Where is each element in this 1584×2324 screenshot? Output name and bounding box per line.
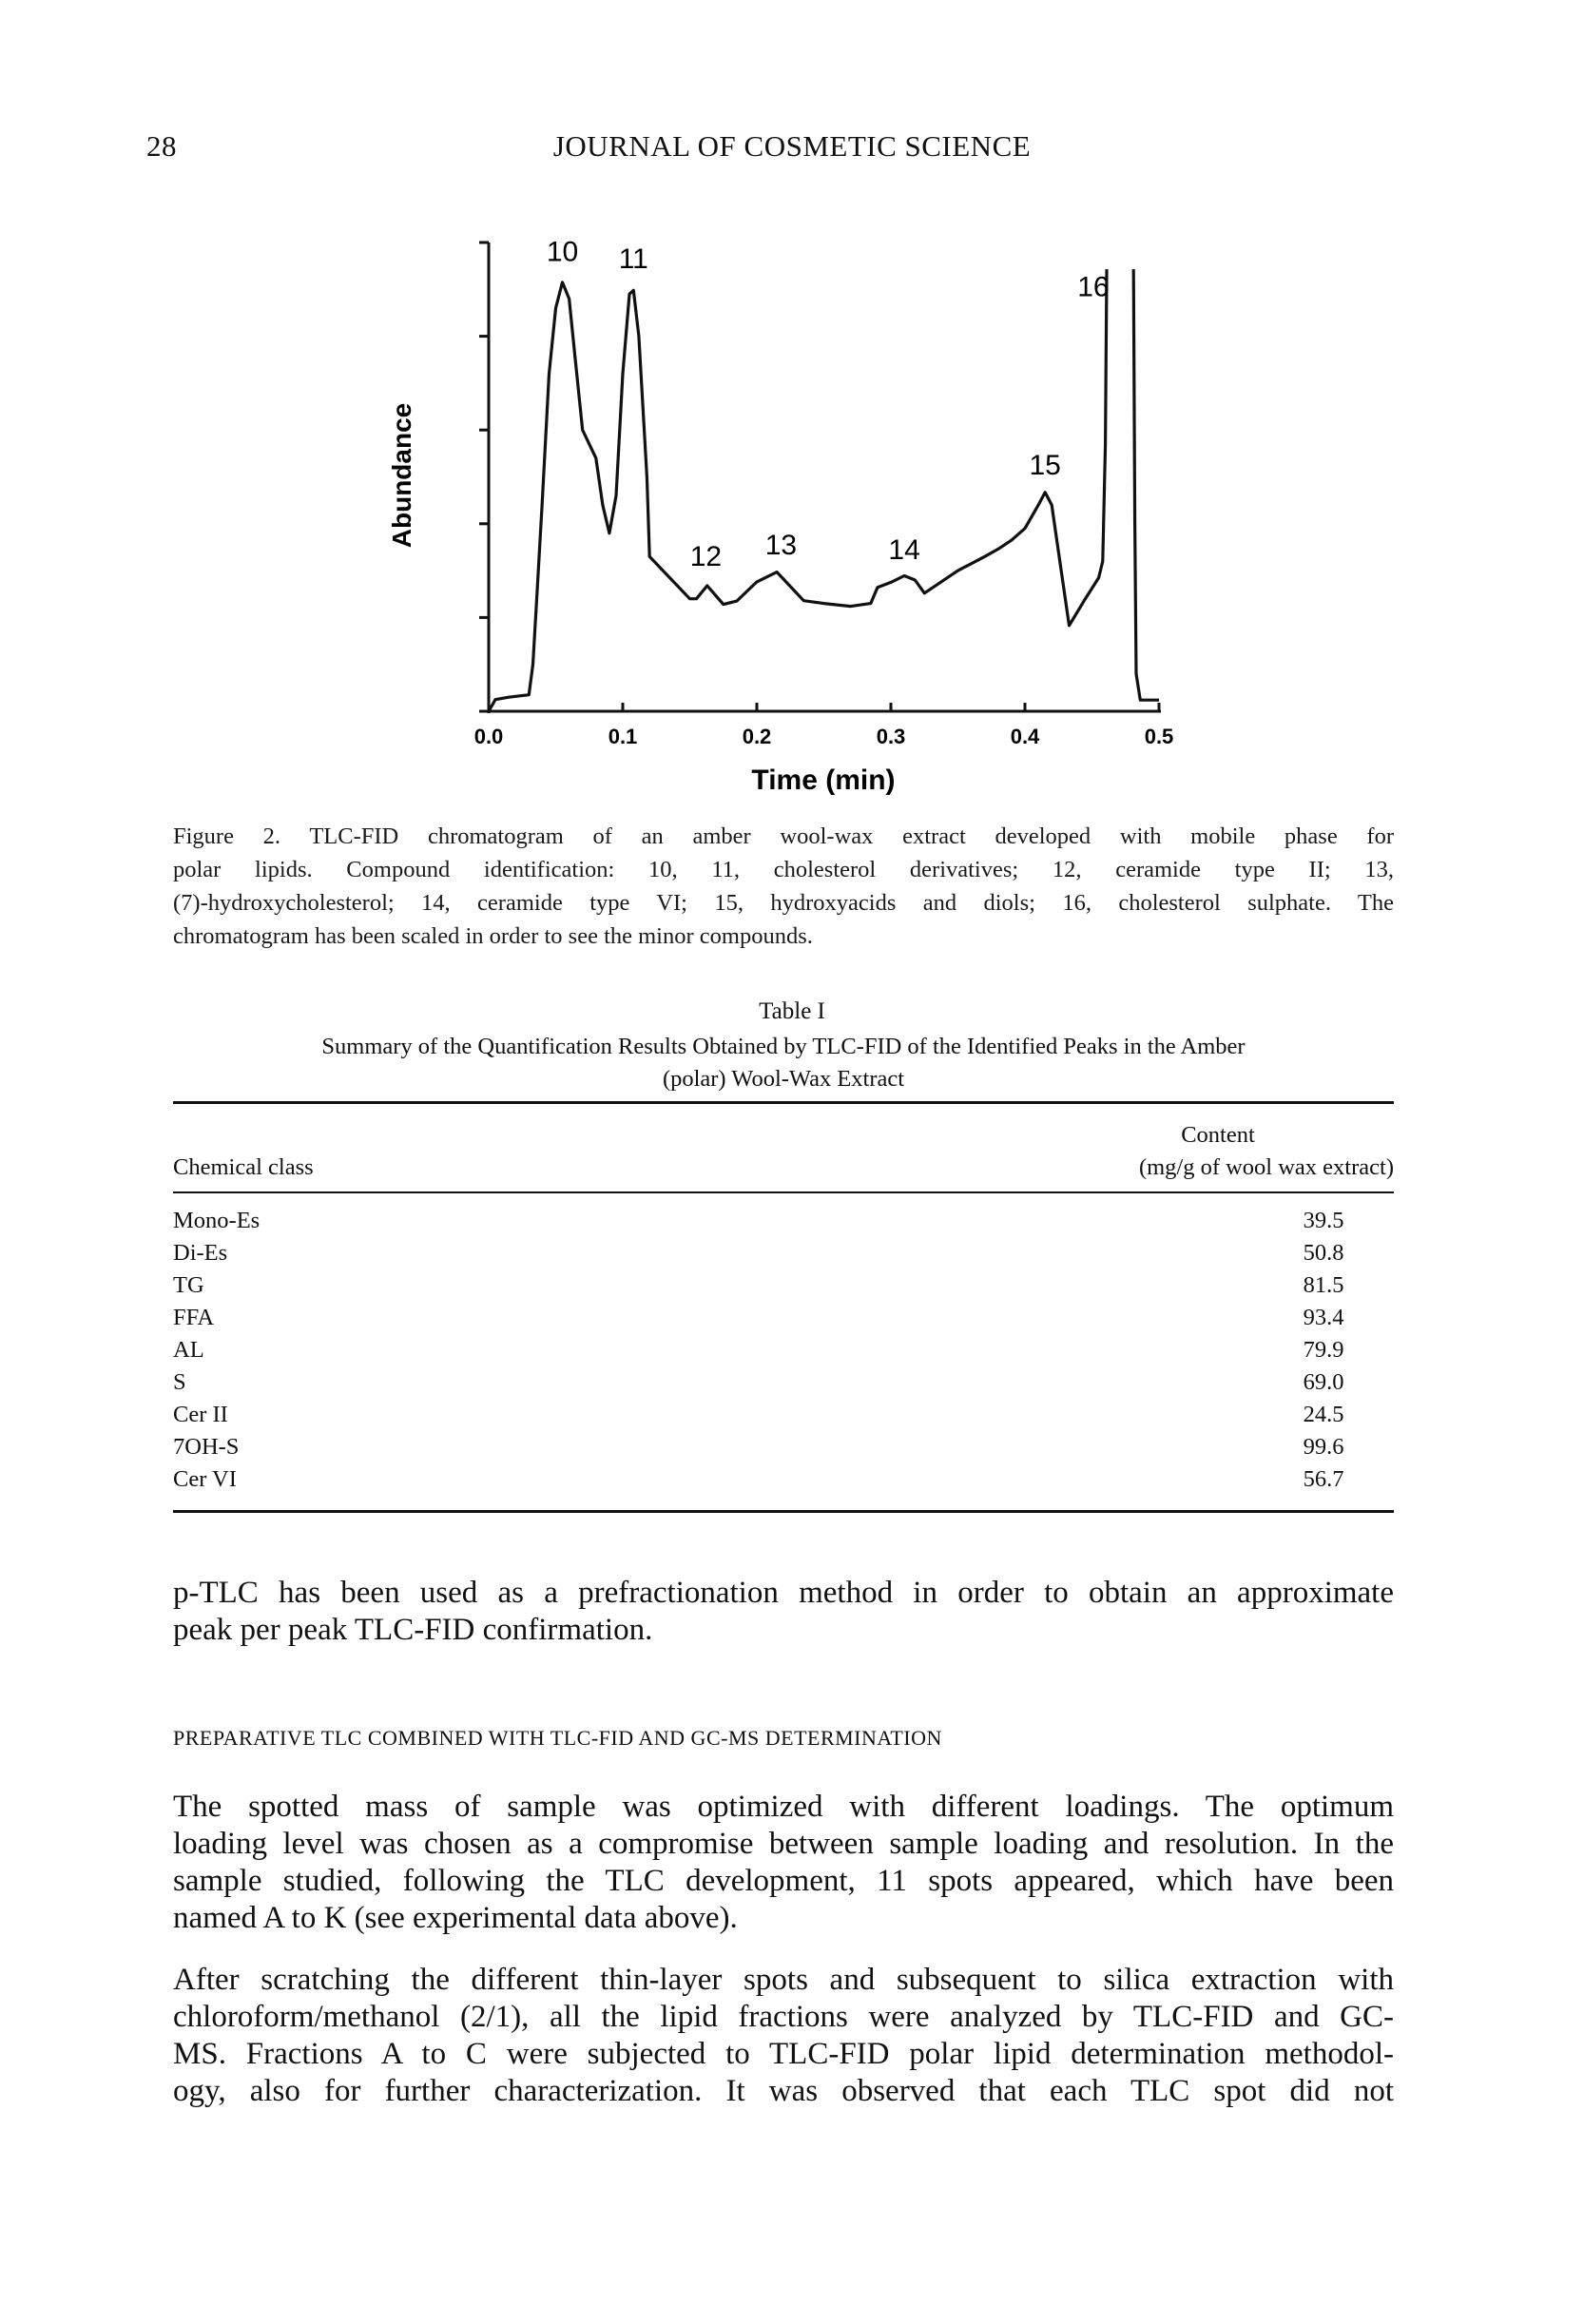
peak-label: 13: [764, 529, 798, 561]
text-line: loading level was chosen as a compromise between sample loading and resolution. In the: [173, 1827, 1394, 1861]
text-line: The spotted mass of sample was optimized with different loadings. The optimum: [173, 1790, 1394, 1824]
table-row: [173, 1369, 1394, 1402]
content-cell: 99.6: [1303, 1434, 1344, 1460]
text-line: p-TLC has been used as a prefractionation method in order to obtain an approximate: [173, 1576, 1394, 1610]
table-bottom-rule: [173, 1510, 1394, 1513]
text-line: peak per peak TLC-FID confirmation.: [173, 1613, 653, 1647]
chemical-class-cell: TG: [173, 1272, 204, 1298]
paragraph-2: [173, 1789, 1394, 1937]
caption-line: chromatogram has been scaled in order to see the minor compounds.: [173, 923, 813, 949]
table-title: Table I: [759, 998, 825, 1024]
x-tick-label: 0.5: [1144, 725, 1174, 748]
table-subtitle-line: (polar) Wool-Wax Extract: [662, 1066, 905, 1092]
peak-label: 11: [618, 243, 648, 276]
text-line: named A to K (see experimental data above).: [173, 1901, 738, 1935]
text-line: chloroform/methanol (2/1), all the lipid fractions were analyzed by TLC-FID and GC-: [173, 2000, 1394, 2034]
peak-label: 14: [888, 533, 920, 566]
chromatogram-chart: [0, 0, 1584, 818]
x-tick-label: 0.1: [608, 725, 638, 748]
table-row: [173, 1434, 1394, 1466]
chromatogram-trace: [489, 269, 1110, 711]
table-subtitle: [173, 1031, 1394, 1095]
table-subtitle-line: Summary of the Quantification Results Obtained by TLC-FID of the Identified Peaks in the Amber: [321, 1034, 1246, 1059]
table-row: [173, 1337, 1394, 1369]
section-heading: PREPARATIVE TLC COMBINED WITH TLC-FID AND GC-MS DETERMINATION: [173, 1726, 942, 1750]
table-row: [173, 1272, 1394, 1305]
figure-caption: [173, 820, 1394, 953]
peak-label: 16: [1077, 271, 1110, 303]
table-header-rule: [173, 1191, 1394, 1193]
chemical-class-cell: Cer VI: [173, 1466, 237, 1492]
text-line: sample studied, following the TLC development, 11 spots appeared, which have been: [173, 1864, 1394, 1898]
table-row: [173, 1305, 1394, 1337]
chemical-class-cell: FFA: [173, 1305, 215, 1330]
chemical-class-cell: Cer II: [173, 1402, 228, 1427]
content-cell: 39.5: [1303, 1208, 1344, 1233]
content-cell: 81.5: [1303, 1272, 1344, 1298]
x-tick-label: 0.3: [876, 725, 906, 748]
table-row: [173, 1208, 1394, 1240]
table-row: [173, 1240, 1394, 1272]
content-header-line1: Content: [1181, 1122, 1255, 1148]
chromatogram-trace: [1133, 269, 1159, 700]
chemical-class-cell: Mono-Es: [173, 1208, 261, 1233]
chemical-class-cell: S: [173, 1369, 186, 1395]
table-row: [173, 1402, 1394, 1434]
table-row: [173, 1466, 1394, 1499]
text-line: ogy, also for further characterization. It was observed that each TLC spot did not: [173, 2074, 1394, 2108]
page-number: 28: [146, 129, 177, 163]
chemical-class-header: Chemical class: [173, 1154, 314, 1180]
content-cell: 56.7: [1303, 1466, 1344, 1492]
chemical-class-cell: AL: [173, 1337, 204, 1363]
content-cell: 93.4: [1303, 1305, 1344, 1330]
text-line: After scratching the different thin-layer spots and subsequent to silica extraction with: [173, 1963, 1394, 1997]
caption-line: Figure 2. TLC-FID chromatogram of an amber wool-wax extract developed with mobile phase for: [173, 823, 1394, 849]
table-top-rule: [173, 1101, 1394, 1104]
caption-line: polar lipids. Compound identification: 10, 11, cholesterol derivatives; 12, ceramide type II; 13,: [173, 857, 1394, 882]
x-axis-title: Time (min): [751, 765, 896, 796]
peak-label: 15: [1029, 450, 1061, 482]
content-cell: 24.5: [1303, 1402, 1344, 1427]
content-cell: 79.9: [1303, 1337, 1344, 1363]
x-tick-label: 0.4: [1010, 725, 1040, 748]
peak-label: 10: [546, 236, 579, 268]
content-header-line2: (mg/g of wool wax extract): [1138, 1154, 1394, 1180]
chemical-class-cell: Di-Es: [173, 1240, 228, 1266]
content-cell: 50.8: [1303, 1240, 1344, 1266]
chemical-class-cell: 7OH-S: [173, 1434, 240, 1460]
paragraph-1: [173, 1575, 1394, 1649]
x-tick-label: 0.0: [473, 725, 504, 748]
paragraph-3: [173, 1962, 1394, 2110]
caption-line: (7)-hydroxycholesterol; 14, ceramide type VI; 15, hydroxyacids and diols; 16, cholesterol sulphate. The: [173, 890, 1394, 916]
running-header: JOURNAL OF COSMETIC SCIENCE: [552, 129, 1032, 163]
y-axis-title: Abundance: [387, 402, 416, 549]
x-tick-label: 0.2: [742, 725, 772, 748]
peak-label: 12: [689, 541, 723, 573]
content-cell: 69.0: [1303, 1369, 1344, 1395]
text-line: MS. Fractions A to C were subjected to TLC-FID polar lipid determination methodol-: [173, 2037, 1394, 2071]
